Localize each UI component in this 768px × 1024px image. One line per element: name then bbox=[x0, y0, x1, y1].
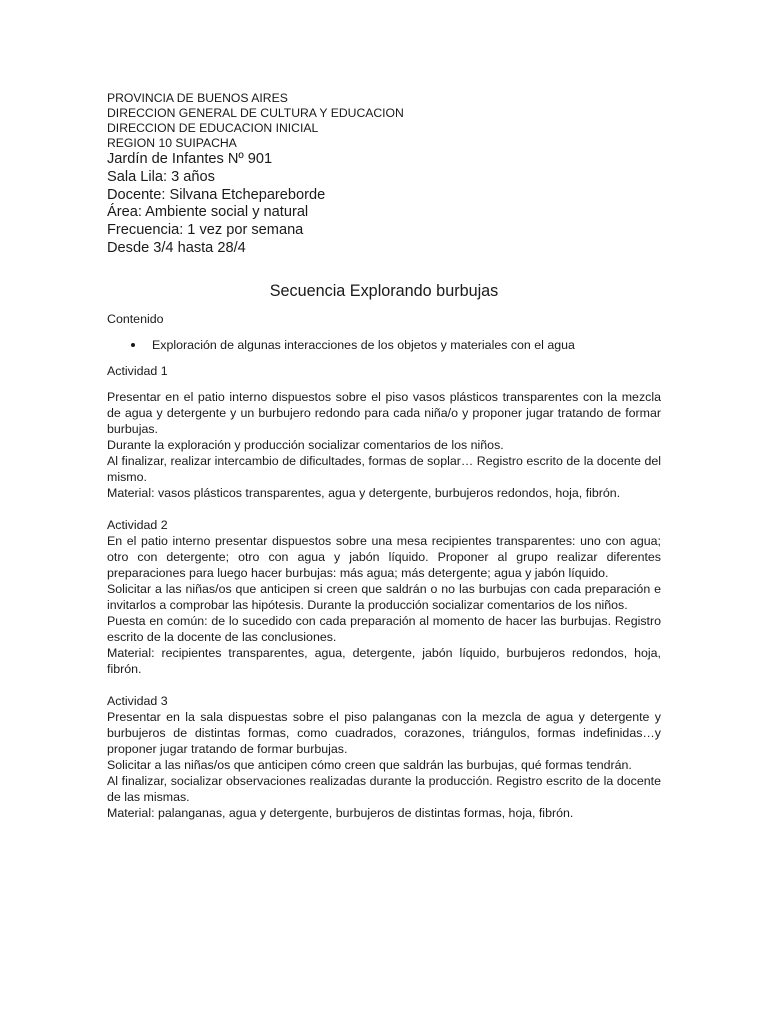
header-jardin: Jardín de Infantes Nº 901 bbox=[107, 151, 273, 167]
header-fechas: Desde 3/4 hasta 28/4 bbox=[107, 239, 246, 256]
actividad-1-material: Material: vasos plásticos transparentes, agua y detergente, burbujeros redondos, hoja, fibrón. bbox=[107, 485, 621, 500]
actividad-3-label: Actividad 3 bbox=[107, 693, 168, 708]
header-region: REGION 10 SUIPACHA bbox=[107, 136, 237, 150]
actividad-2-section bbox=[107, 517, 661, 677]
actividad-2-paragraph: En el patio interno presentar dispuestos sobre una mesa recipientes transparentes: uno con agua; otro con detergente; otro con agua y jabón líquido. Proponer al grupo realizar diferentes preparaciones para luego hacer burbujas: más agua; más detergente; agua y jabón líquido. bbox=[107, 533, 661, 580]
actividad-1-section bbox=[107, 363, 661, 501]
actividad-3-paragraph: Al finalizar, socializar observaciones realizadas durante la producción. Registro escrito de la docente de las mismas. bbox=[107, 773, 661, 804]
contenido-section bbox=[107, 311, 661, 353]
header-area: Área: Ambiente social y natural bbox=[107, 204, 309, 221]
actividad-2-label: Actividad 2 bbox=[107, 517, 168, 532]
actividad-3-material: Material: palanganas, agua y detergente, burbujeros de distintas formas, hoja, fibrón. bbox=[107, 805, 574, 820]
contenido-item: Exploración de algunas interacciones de los objetos y materiales con el agua bbox=[107, 337, 661, 353]
actividad-3-section bbox=[107, 693, 661, 821]
actividad-3-paragraph: Presentar en la sala dispuestas sobre el piso palanganas con la mezcla de agua y detergente y burbujeros de distintas formas, como cuadrados, corazones, triángulos, formas indefinidas…y proponer jugar tratando de formar burbujas. bbox=[107, 709, 661, 756]
actividad-2-material: Material: recipientes transparentes, agua, detergente, jabón líquido, burbujeros redondos, hoja, fibrón. bbox=[107, 645, 661, 676]
header-direccion-inicial: DIRECCION DE EDUCACION INICIAL bbox=[107, 121, 319, 135]
document-header bbox=[107, 91, 661, 258]
header-direccion-general: DIRECCION GENERAL DE CULTURA Y EDUCACION bbox=[107, 106, 404, 120]
actividad-2-paragraph: Puesta en común: de lo sucedido con cada preparación al momento de hacer las burbujas. Registro escrito de la docente de las conclusiones. bbox=[107, 613, 661, 644]
header-provincia: PROVINCIA DE BUENOS AIRES bbox=[107, 91, 288, 105]
actividad-3-paragraph: Solicitar a las niñas/os que anticipen cómo creen que saldrán las burbujas, qué formas tendrán. bbox=[107, 757, 632, 772]
actividad-1-paragraph: Durante la exploración y producción socializar comentarios de los niños. bbox=[107, 437, 504, 452]
header-frecuencia: Frecuencia: 1 vez por semana bbox=[107, 222, 304, 239]
document-page bbox=[107, 91, 661, 821]
actividad-1-paragraph: Presentar en el patio interno dispuestos sobre el piso vasos plásticos transparentes con la mezcla de agua y detergente y un burbujero redondo para cada niña/o y proponer jugar tratando de formar burbujas. bbox=[107, 389, 661, 436]
contenido-label: Contenido bbox=[107, 311, 164, 326]
document-title: Secuencia Explorando burbujas bbox=[269, 281, 499, 300]
actividad-2-paragraph: Solicitar a las niñas/os que anticipen si creen que saldrán o no las burbujas con cada preparación e invitarlos a comprobar las hipótesis. Durante la producción socializar comentarios de los niños. bbox=[107, 581, 661, 612]
actividad-1-paragraph: Al finalizar, realizar intercambio de dificultades, formas de soplar… Registro escrito de la docente del mismo. bbox=[107, 453, 661, 484]
header-sala: Sala Lila: 3 años bbox=[107, 168, 215, 185]
actividad-1-label: Actividad 1 bbox=[107, 363, 168, 378]
contenido-list bbox=[107, 337, 661, 353]
header-docente: Docente: Silvana Etchepareborde bbox=[107, 186, 326, 203]
